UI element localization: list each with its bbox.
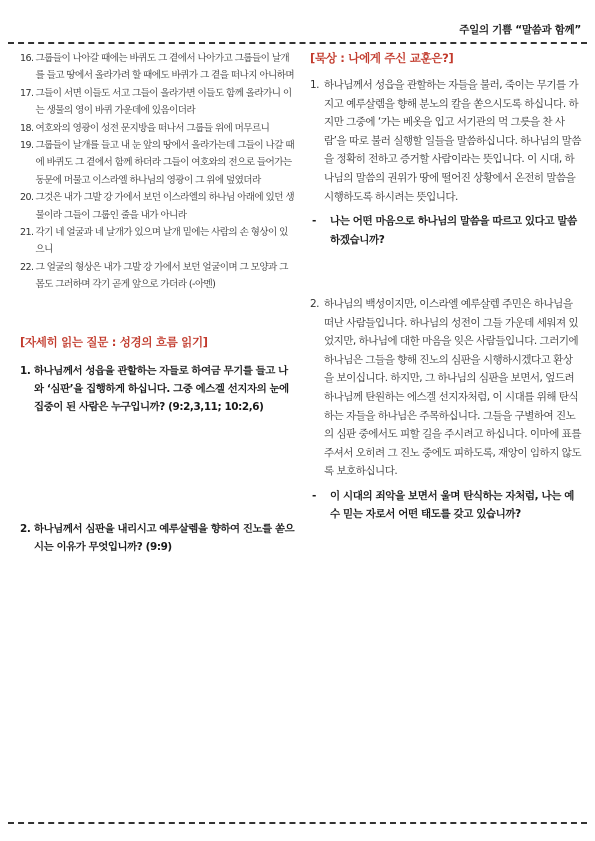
- page-header-title: 주일의 기쁨 “말씀과 함께”: [459, 24, 581, 36]
- point-number: 1.: [310, 79, 320, 91]
- point-number: 2.: [310, 297, 320, 310]
- verse-number: 16.: [20, 53, 34, 64]
- question-number: 2.: [20, 522, 31, 535]
- point-text: 하나님께서 성읍을 관할하는 자들을 불러, 죽이는 무기를 가지고 예루살렘을 향해 분노의 칼을 쏟으시도록 하십니다. 하지만 그중에 ‘가는 베옷을 입고 서기관의 먹 그릇을 찬 사람’을 따로 불러 실행할 일들을 말씀하십니다. 하나님의 말씀을 정확히 전하고 증거할 사람이라는 뜻입니다. 이 시대, 하나님의 말씀의 권위가 땅에 떨어진 상황에서 온전히 말씀을 시행하도록 하시려는 뜻입니다.: [324, 79, 581, 203]
- verse-22: [20, 259, 296, 294]
- meditation-paragraph: [310, 76, 582, 206]
- meditation-paragraph: [310, 295, 582, 481]
- left-column: [20, 50, 296, 556]
- reflection-text: 이 시대의 죄악을 보면서 울며 탄식하는 자처럼, 나는 예수 믿는 자로서 어떤 태도를 갖고 있습니까?: [330, 489, 574, 521]
- reflection-text: 나는 어떤 마음으로 하나님의 말씀을 따르고 있다고 말씀하겠습니까?: [330, 215, 577, 246]
- study-questions-heading: [자세히 읽는 질문 : 성경의 흐름 읽기]: [20, 334, 208, 349]
- question-text: 하나님께서 성읍을 관할하는 자들로 하여금 무기를 들고 나와 ‘심판’을 집행하게 하십니다. 그중 에스겔 선지자의 눈에 집중이 된 사람은 누구입니까? (9:2,3,11; 10:2,6): [34, 364, 289, 413]
- scripture-verses: [20, 50, 296, 294]
- verse-number: 22.: [20, 261, 34, 273]
- point-text: 하나님의 백성이지만, 이스라엘 예루살렘 주민은 하나님을 떠난 사람들입니다. 하나님의 성전이 그들 가운데 세워져 있었지만, 하나님에 대한 마음을 잊은 사람들입니다. 그러기에 하나님은 그들을 향해 진노의 심판을 시행하시겠다고 환상을 보이십니다. 하지만, 그 하나님의 심판을 보면서, 엎드려 하나님께 탄원하는 에스겔 선지자처럼, 이 시대를 위해 탄식하는 자들을 하나님은 주목하십니다. 그들을 구별하여 진노의 심판 중에서도 피할 길을 주시려고 하십니다. 이마에 표를 주셔서 오히려 그 진노 중에도 피하도록, 재앙이 임하지 않도록 보호하십니다.: [324, 297, 581, 478]
- verse-text: 그것은 내가 그발 강 가에서 보던 이스라엘의 하나님 아래에 있던 생물이라 그들이 그룹인 줄을 내가 아니라: [35, 192, 294, 221]
- verse-number: 19.: [20, 140, 34, 152]
- meditation-points: [310, 76, 582, 524]
- question-number: 1.: [20, 364, 31, 377]
- meditation-point-2: [310, 295, 582, 524]
- study-question-1: [20, 362, 296, 416]
- dash-bullet: -: [312, 215, 316, 228]
- meditation-point-1: [310, 76, 582, 249]
- study-question-2: [20, 520, 296, 556]
- verse-text: 여호와의 영광이 성전 문지방을 떠나서 그룹들 위에 머무르니: [35, 122, 270, 134]
- bottom-dashed-divider: [8, 822, 587, 824]
- verse-20: [20, 189, 296, 224]
- verse-number: 21.: [20, 227, 34, 239]
- meditation-heading: [묵상 : 나에게 주신 교훈은?]: [310, 51, 454, 65]
- verse-number: 18.: [20, 122, 34, 134]
- verse-text: 그 얼굴의 형상은 내가 그발 강 가에서 보던 얼굴이며 그 모양과 그 몸도 그러하며 각기 곧게 앞으로 가더라 (-아멘): [35, 261, 288, 291]
- verse-18: [20, 120, 296, 137]
- question-text: 하나님께서 심판을 내리시고 예루살렘을 향하여 진노를 쏟으시는 이유가 무엇입니까? (9:9): [34, 522, 295, 553]
- verse-21: [20, 224, 296, 259]
- dash-bullet: -: [312, 489, 316, 502]
- verse-text: 그룹들이 날개를 들고 내 눈 앞의 땅에서 올라가는데 그들이 나갈 때에 바퀴도 그 곁에서 함께 하더라 그들이 여호와의 전으로 들어가는 동문에 머물고 이스라엘 하나님의 영광이 그 위에 덮였더라: [35, 140, 294, 186]
- reflection-question: [310, 212, 582, 249]
- top-dashed-divider: [8, 42, 587, 44]
- verse-19: [20, 137, 296, 189]
- right-column: [310, 50, 582, 524]
- verse-text: 그들이 서면 이들도 서고 그들이 올라가면 이들도 함께 올라가니 이는 생물의 영이 바퀴 가운데에 있음이더라: [35, 87, 292, 117]
- verse-16: [20, 50, 296, 85]
- verse-text: 그룹들이 나아갈 때에는 바퀴도 그 곁에서 나아가고 그룹들이 날개를 들고 땅에서 올라가려 할 때에도 바퀴가 그 곁을 떠나지 아니하며: [35, 53, 294, 82]
- verse-number: 17.: [20, 87, 34, 99]
- verse-text: 각기 네 얼굴과 네 날개가 있으며 날개 밑에는 사람의 손 형상이 있으니: [35, 227, 288, 256]
- verse-17: [20, 85, 296, 120]
- reflection-question: [310, 487, 582, 524]
- verse-number: 20.: [20, 192, 34, 204]
- study-questions-list: [20, 362, 296, 556]
